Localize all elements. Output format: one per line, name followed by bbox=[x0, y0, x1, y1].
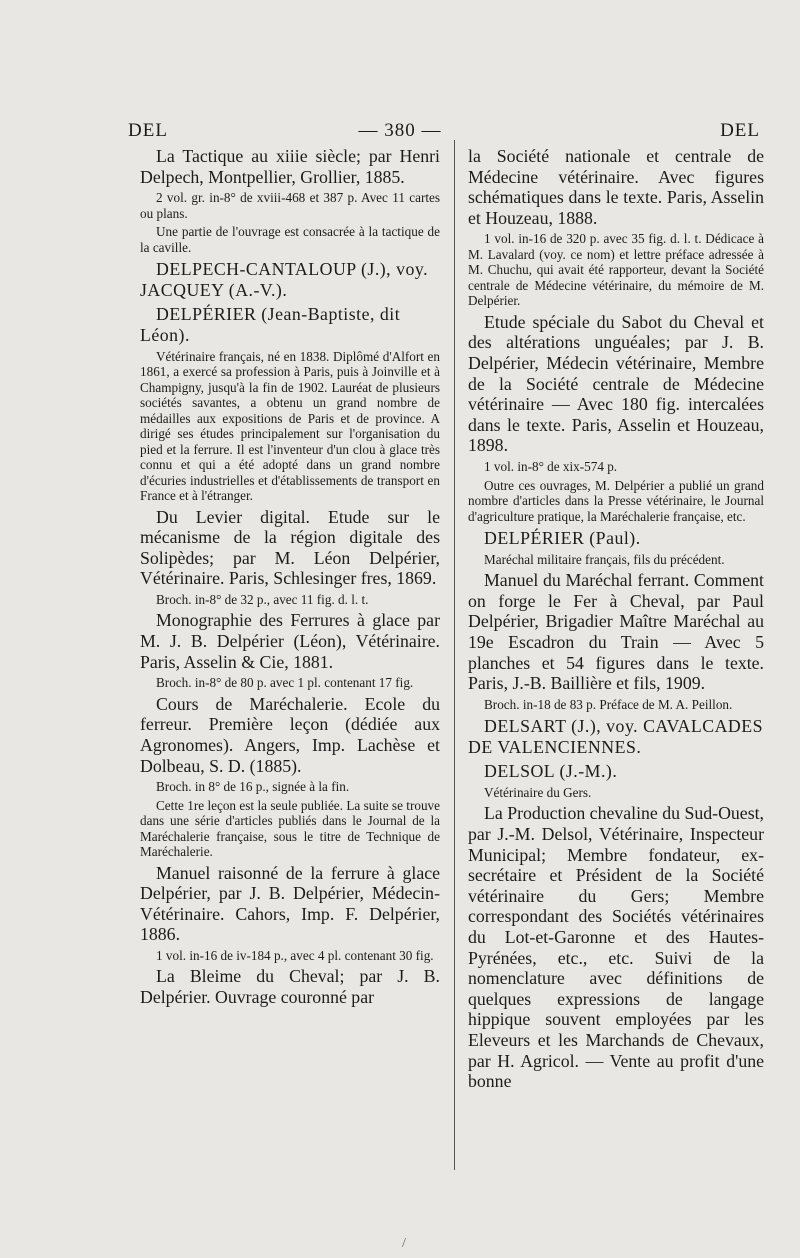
entry-title: La Tactique au xiiie siècle; par Henri Delpech, Montpellier, Grollier, 1885. bbox=[140, 146, 440, 187]
entry-note: 1 vol. in-16 de 320 p. avec 35 fig. d. l. t. Dédicace à M. Lavalard (voy. ce nom) et lettre préface adressée à M. Chuchu, qui avait été rapporteur, devant la Société centrale de Médecine vétérinaire, du mémoire de M. Delpérier. bbox=[468, 231, 764, 309]
entry-note: 1 vol. in-16 de iv-184 p., avec 4 pl. contenant 30 fig. bbox=[156, 947, 434, 963]
author-bio: Maréchal militaire français, fils du précédent. bbox=[484, 551, 725, 567]
entry-note: Outre ces ouvrages, M. Delpérier a publié un grand nombre d'articles dans la Presse vétérinaire, le Journal d'agriculture pratique, la Maréchalerie française, etc. bbox=[468, 477, 764, 524]
running-head-right: DEL bbox=[720, 120, 760, 141]
entry-note: 1 vol. in-8° de xix-574 p. bbox=[484, 459, 618, 475]
footer-mark: / bbox=[402, 1236, 406, 1251]
entry-note: Broch. in-18 de 83 p. Préface de M. A. Peillon. bbox=[484, 696, 733, 712]
entry-note: Une partie de l'ouvrage est consacrée à la tactique de la caville. bbox=[140, 224, 440, 255]
running-head-left: DEL bbox=[128, 120, 168, 141]
author-heading: DELPÉRIER (Paul). bbox=[484, 528, 641, 549]
author-heading: DELSART (J.), voy. CAVALCADES DE VALENCIENNES. bbox=[468, 716, 764, 757]
entry-note: Cette 1re leçon est la seule publiée. La suite se trouve dans une série d'articles publiés dans le Journal de la Maréchalerie française, sous le titre de Technique de Maréchalerie. bbox=[140, 797, 440, 860]
entry-title: Cours de Maréchalerie. Ecole du ferreur. Première leçon (dédiée aux Agronomes). Angers, Imp. Lachèse et Dolbeau, S. D. (1885). bbox=[140, 693, 440, 776]
author-bio: Vétérinaire français, né en 1838. Diplômé d'Alfort en 1861, a exercé sa profession à Paris, puis à Joinville et à Champigny, jusqu'à la fin de 1902. Lauréat de plusieurs sociétés savantes, a obtenu un grand nombre de médailles aux expositions de Paris et de province. A dirigé ses études principalement sur l'organisation du pied et la ferrure. Il est l'inventeur d'un clou à glace très connu et qui a été adopté dans un grand nombre d'écuries industrielles et d'établissements de transport en France et à l'étranger. bbox=[140, 348, 440, 504]
right-column bbox=[468, 146, 764, 1095]
left-column bbox=[140, 146, 440, 1011]
author-heading: DELPECH-CANTALOUP (J.), voy. JACQUEY (A.-V.). bbox=[140, 259, 429, 300]
author-bio: Vétérinaire du Gers. bbox=[484, 784, 592, 800]
entry-note: Broch. in-8° de 32 p., avec 11 fig. d. l. t. bbox=[156, 591, 369, 607]
entry-title: Du Levier digital. Etude sur le mécanisme de la région digitale des Solipèdes; par M. Léon Delpérier, Vétérinaire. Paris, Schlesinger fres, 1869. bbox=[140, 506, 440, 589]
entry-title: Monographie des Ferrures à glace par M. J. B. Delpérier (Léon), Vétérinaire. Paris, Asselin & Cie, 1881. bbox=[140, 610, 440, 672]
entry-title: La Bleime du Cheval; par J. B. Delpérier. Ouvrage couronné par bbox=[140, 966, 440, 1008]
page-number: — 380 — bbox=[358, 120, 442, 141]
author-heading: DELSOL (J.-M.). bbox=[484, 761, 618, 782]
column-divider bbox=[454, 140, 455, 1170]
entry-title: Manuel du Maréchal ferrant. Comment on forge le Fer à Cheval, par Paul Delpérier, Brigadier Maître Maréchal au 19e Escadron du Train — Avec 5 planches et 54 figures dans le texte. Paris, J.-B. Baillière et fils, 1909. bbox=[468, 570, 764, 694]
entry-note: Broch. in-8° de 80 p. avec 1 pl. contenant 17 fig. bbox=[156, 675, 414, 691]
entry-title: Manuel raisonné de la ferrure à glace Delpérier, par J. B. Delpérier, Médecin-Vétérinaire. Cahors, Imp. F. Delpérier, 1886. bbox=[140, 862, 440, 945]
entry-note: Broch. in 8° de 16 p., signée à la fin. bbox=[156, 779, 350, 795]
author-heading: DELPÉRIER (Jean-Baptiste, dit Léon). bbox=[140, 304, 401, 345]
entry-title: Etude spéciale du Sabot du Cheval et des altérations unguéales; par J. B. Delpérier, Médecin vétérinaire, Membre de la Société centrale de Médecine vétérinaire — Avec 180 fig. intercalées dans le texte. Paris, Asselin et Houzeau, 1898. bbox=[468, 311, 764, 456]
entry-title-continued: la Société nationale et centrale de Médecine vétérinaire. Avec figures schématiques dans le texte. Paris, Asselin et Houzeau, 1888. bbox=[468, 146, 764, 228]
entry-title: La Production chevaline du Sud-Ouest, par J.-M. Delsol, Vétérinaire, Inspecteur Municipal; Membre fondateur, ex-secrétaire et Président de la Société vétérinaire du Gers; Membre correspondant des Sociétés vétérinaires du Lot-et-Garonne et des Hautes-Pyrénées, etc., etc. Suivi de la nomenclature avec définitions de quelques expressions de langage hippique souvent employées par les Eleveurs et les Marchands de Chevaux, par H. Agricol. — Vente au profit d'une bonne bbox=[468, 803, 764, 1092]
entry-note: 2 vol. gr. in-8° de xviii-468 et 387 p. Avec 11 cartes ou plans. bbox=[140, 190, 440, 221]
